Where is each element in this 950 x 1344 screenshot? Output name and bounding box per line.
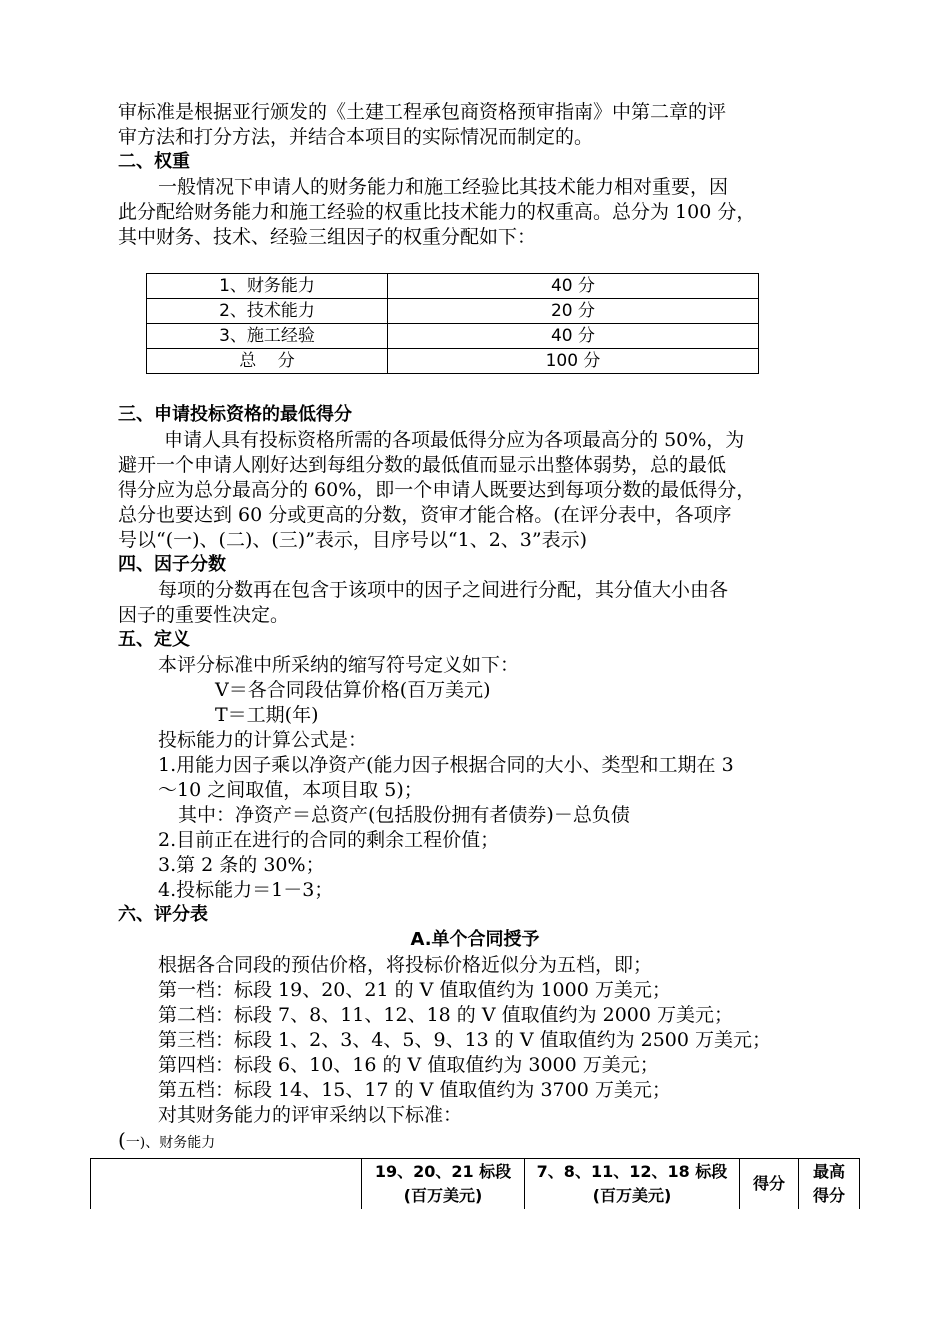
weight-value: 40 分 [388, 324, 759, 349]
section6-line-2: 第一档：标段 19、20、21 的 V 值取值约为 1000 万美元； [158, 979, 671, 1001]
section6-line-7: 对其财务能力的评审采纳以下标准： [158, 1104, 463, 1126]
weight-label: 3、施工经验 [147, 324, 388, 349]
section4-line-2: 因子的重要性决定。 [118, 604, 290, 626]
weight-label: 2、技术能力 [147, 299, 388, 324]
table-row [147, 324, 759, 349]
table-header-blank [91, 1159, 362, 1210]
subsection-financial [118, 1128, 215, 1152]
section3-line-4: 总分也要达到 60 分或更高的分数，资审才能合格。(在评分表中，各项序 [118, 504, 732, 526]
formula-item-3: 3.第 2 条的 30%； [158, 854, 325, 876]
section2-line-1: 一般情况下申请人的财务能力和施工经验比其技术能力相对重要，因 [158, 176, 729, 198]
table-header-col4: 得分 [740, 1159, 799, 1210]
table-row [147, 274, 759, 299]
formula-intro: 投标能力的计算公式是： [158, 729, 368, 751]
weight-label: 1、财务能力 [147, 274, 388, 299]
section3-line-3: 得分应为总分最高分的 60%，即一个申请人既要达到每项分数的最低得分， [118, 479, 756, 501]
formula-item-2: 2.目前正在进行的合同的剩余工程价值； [158, 829, 500, 851]
section3-line-2: 避开一个申请人刚好达到每组分数的最低值而显示出整体弱势，总的最低 [118, 454, 727, 476]
section6-line-5: 第四档：标段 6、10、16 的 V 值取值约为 3000 万美元； [158, 1054, 659, 1076]
section3-line-5: 号以“(一)、(二)、(三)”表示，目序号以“1、2、3”表示) [118, 529, 588, 551]
weight-label: 总 分 [147, 349, 388, 374]
col5-line2: 得分 [812, 1186, 845, 1205]
table-row [91, 1159, 860, 1210]
section4-line-1: 每项的分数再在包含于该项中的因子之间进行分配，其分值大小由各 [158, 579, 729, 601]
weight-table [146, 273, 759, 374]
formula-item-1a: 1.用能力因子乘以净资产(能力因子根据合同的大小、类型和工期在 3 [158, 754, 734, 776]
col5-line1: 最高 [812, 1162, 845, 1181]
col3-line2: (百万美元) [592, 1186, 672, 1205]
weight-value: 20 分 [388, 299, 759, 324]
col3-line1: 7、8、11、12、18 标段 [536, 1162, 728, 1181]
intro-line-1: 审标准是根据亚行颁发的《土建工程承包商资格预审指南》中第二章的评 [118, 101, 727, 123]
section6-title: 六、评分表 [118, 904, 208, 925]
intro-line-2: 审方法和打分方法，并结合本项目的实际情况而制定的。 [118, 126, 594, 148]
financial-table [90, 1158, 860, 1209]
section6-line-1: 根据各合同段的预估价格，将投标价格近似分为五档，即； [158, 954, 653, 976]
section6-line-6: 第五档：标段 14、15、17 的 V 值取值约为 3700 万美元； [158, 1079, 671, 1101]
weight-value: 40 分 [388, 274, 759, 299]
table-row [147, 299, 759, 324]
section2-line-3: 其中财务、技术、经验三组因子的权重分配如下： [118, 226, 537, 248]
formula-item-4: 4.投标能力＝1－3； [158, 879, 334, 901]
section6-line-3: 第二档：标段 7、8、11、12、18 的 V 值取值约为 2000 万美元； [158, 1004, 734, 1026]
section5-title: 五、定义 [118, 629, 190, 650]
col2-line1: 19、20、21 标段 [374, 1162, 512, 1181]
table-header-col5 [799, 1159, 860, 1210]
formula-item-1b: ～10 之间取值，本项目取 5)； [158, 779, 423, 801]
table-header-col2 [362, 1159, 525, 1210]
section6-line-4: 第三档：标段 1、2、3、4、5、9、13 的 V 值取值约为 2500 万美元； [158, 1029, 772, 1051]
definition-intro: 本评分标准中所采纳的缩写符号定义如下： [158, 654, 520, 676]
section4-title: 四、因子分数 [118, 554, 226, 575]
table-header-col3 [525, 1159, 740, 1210]
section3-line-1: 申请人具有投标资格所需的各项最低得分应为各项最高分的 50%，为 [158, 429, 745, 451]
weight-value: 100 分 [388, 349, 759, 374]
section6-subtitle: A.单个合同授予 [410, 929, 540, 950]
formula-item-1c: 其中：净资产＝总资产(包括股份拥有者债券)－总负债 [178, 804, 630, 826]
table-row [147, 349, 759, 374]
col2-line2: (百万美元) [403, 1186, 483, 1205]
subsection-paren: ( [118, 1128, 126, 1152]
definition-v: V＝各合同段估算价格(百万美元) [215, 679, 491, 701]
subsection-label: 一)、财务能力 [125, 1135, 216, 1151]
section2-line-2: 此分配给财务能力和施工经验的权重比技术能力的权重高。总分为 100 分， [118, 201, 756, 223]
section3-title: 三、申请投标资格的最低得分 [118, 404, 352, 425]
definition-t: T＝工期(年) [215, 704, 319, 726]
section2-title: 二、权重 [118, 151, 190, 172]
